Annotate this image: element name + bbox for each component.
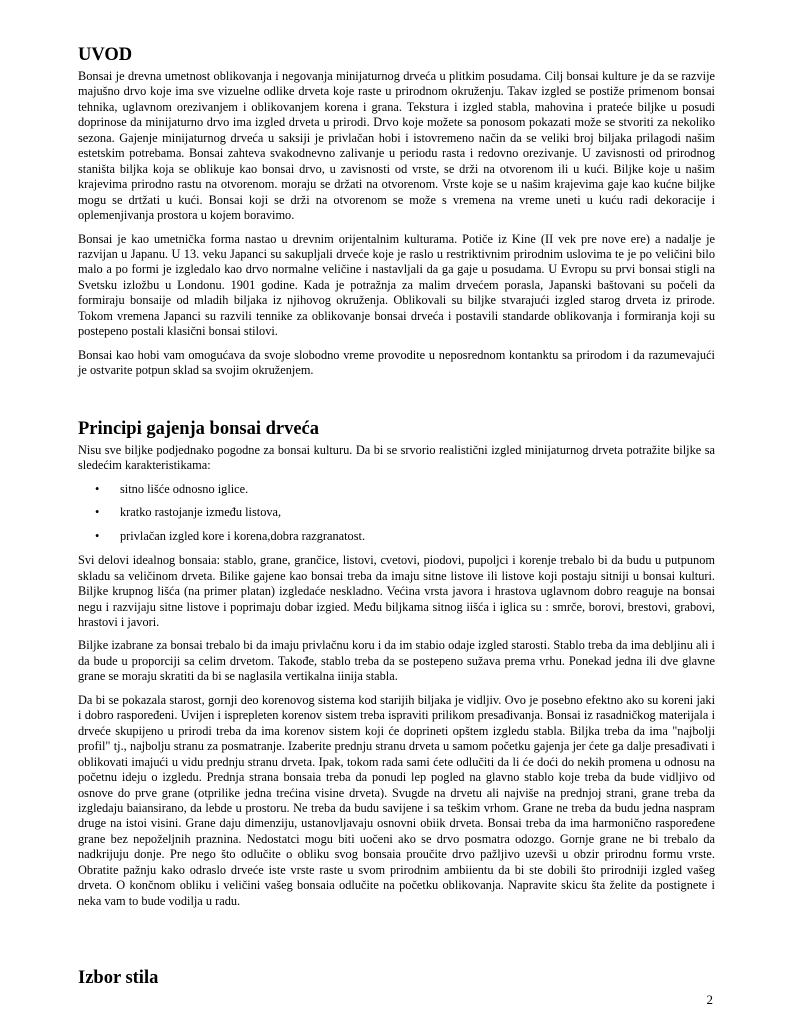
section-spacer: [78, 387, 715, 418]
paragraph: Bonsai je kao umetnička forma nastao u drevnim orijentalnim kulturama. Potiče iz Kine (II vek pre nove ere) a nadalje je razvijan u Japanu. U 13. veku Japanci su sakupljali drveće koje je raslo u restriktivnim prirodnim uslovima te je po veličini bilo malo a po formi je izgledalo kao drvo normalne veličine i nastavljali da ga gaje u posudama. U Evropu su prvi bonsai stigli na Svetsku izložbu u Londonu. 1901 godine. Kada je potražnja za malim drvećem porasla, Japanski baštovani su počeli da formiraju bonsaije od mladih biljaka iz njihovog okruženja. Oblikovali su biljke stvarajući izgled starog drveta iz prirode. Tokom vremena Japanci su razvili tennike za oblikovanje bonsai drveća i postavili standarde oblikovanja i formiranja koji su postepeno postali klasični bonsai stilovi.: [78, 231, 715, 339]
bullet-icon: •: [95, 505, 100, 520]
paragraph: Svi delovi idealnog bonsaia: stablo, grane, grančice, listovi, cvetovi, piodovi, pupoljci i korenje trebalo bi da budu u putpunom skladu sa veličinom drveta. Bilike gajene kao bonsai treba da imaju sitne listove ili listove koji postaju sitniji u bonsai kulturi. Biljke krupnog lišća (na primer platan) izgledaće neskladno. Većina vrsta javora i hrastova uglavnom dobro reaguje na bonsai negu i razvijaju sitne listove i poprimaju dobar izgied. Među biljkama sitnog iišća i iglica su : smrče, borovi, brestovi, grabovi, hrastovi i javori.: [78, 553, 715, 629]
list-item: [78, 482, 715, 498]
section-heading-izbor-stila: Izbor stila: [78, 968, 159, 989]
paragraph: Bonsai je drevna umetnost oblikovanja i negovanja minijaturnog drveća u plitkim posudama. Cilj bonsai kulture je da se razvije majušno drvo koje ima sve vizuelne odlike drveta koje raste u prirodnom okruženju. Takav izgled se postiže primenom bonsai tehnika, uglavnom orezivanjem i oblikovanjem korena i grana. Tekstura i izgled stabla, mahovina i prateće biljke u posudi doprinose da minijaturno drvo ima izgled drveta u prirodi. Drvo koje možete sa ponosom pokazati može se stvoriti za nekoliko sezona. Gajenje minijaturnog drveća u saksiji je privlačan hobi i istovremeno način da se veliki broj biljaka prilagodi našim estetskim potrebama. Bonsai zahteva svakodnevno zalivanje u periodu rasta i redovno orezivanje. U zavisnosti od prirodnog staništa biljka koja se oblikuje kao bonsai drvo, u zavisnosti od vrste, se drži na otvorenom ili u kući. Biljke koje u našim krajevima prirodno rastu na otvorenom. moraju se držati na otvorenom. Vrste koje se u našim krajevima gaje kao kućne biljke mogu se drtžati u kući. Bonsai koji se drži na otvorenom se može s vremena na vreme uneti u kuću radi dekoracije i oplemenjivanja prostora u kojem boravimo.: [78, 69, 715, 223]
list-item-text: privlačan izgled kore i korena,dobra razgranatost.: [120, 529, 366, 544]
paragraph: Nisu sve biljke podjednako pogodne za bonsai kulturu. Da bi se srvorio realistični izgled minijaturnog drveta potražite biljke sa sledećim karakteristikama:: [78, 442, 715, 473]
bullet-icon: •: [95, 481, 100, 496]
section-spacer: [78, 917, 715, 967]
paragraph: Da bi se pokazala starost, gornji deo korenovog sistema kod starijih biljaka je vidljiv. Ovo je posebno efektno ako su koreni jaki i dobro raspoređeni. Uvijen i isprepleten korenov sistem treba ispraviti prilikom presađivanja. Bonsai iz rasadničkog materijala i drveće skupijeno u prirodi treba da ima korenov sistem koji će doprineti opštem izgledu stabla. Biljka treba da ima "najbolji profil" tj., najbolju stranu za posmatranje. Izaberite prednju stranu drveta u samom početku gajenja jer ćete ga dalje presađivati i oblikovati imajući u vidu prednju stranu drveta. Ipak, tokom rada sami ćete odlučiti da li će doći do nekih promena u odnosu na početnu ideju o izgledu. Prednja strana bonsaia treba da ponudi lep pogled na glavno stablo koje treba da bude vidljivo od osnove do prve grane (otprilike jedna trećina visine drveta). Svugde na drvetu ali najviše na prednjoj strani, grane treba da izgledaju baiansirano, da lebde u prostoru. Ne treba da budu savijene i sa teškim vrhom. Grane ne treba da budu jedna naspram druge na istoi visini. Grane daju dimenziju, ustanovljavaju osnovni obiik drveta. Bonsai treba da ima harmonično raspoređene grane bez nepoželjnih praznina. Nedostatci mogu biti uočeni ako se drvo posmatra odozgo. Gornje grane ne bi trebalo da nadkrijuju donje. Pre nego što odlučite o obliku svog bonsaia proučite drvo pažljivo uzevši u obzir prirodnu formu vrste. Obratite pažnju kako odraslo drveće iste vrste raste u svom prirodnim ambiientu da bi ste dobili što prirodniji izgled vašeg drveta. O končnom obliku i veličini vašeg bonsaia odlučite na početku oblikovanja. Napravite skicu šta želite da postignete i neka vam to bude vodilja u radu.: [78, 692, 715, 908]
list-item: [78, 529, 715, 545]
section-heading-uvod: UVOD: [78, 45, 133, 65]
section-heading-principi: Principi gajenja bonsai drveća: [78, 418, 320, 439]
list-item-text: sitno lišće odnosno iglice.: [120, 481, 249, 496]
page-number: 2: [706, 992, 713, 1007]
paragraph: Biljke izabrane za bonsai trebalo bi da imaju privlačnu koru i da im stabio odaje izgled starosti. Stablo treba da ima debljinu ali i da bude u proporciji sa celim drvetom. Takođe, stablo treba da se postepeno sužava prema vrhu. Ponekad jedna ili dve glavne grane se moraju skratiti da bi se naglasila vertikalna iinija stabla.: [78, 638, 715, 684]
bullet-icon: •: [95, 529, 100, 544]
characteristics-list: [78, 482, 715, 545]
paragraph: Bonsai kao hobi vam omogućava da svoje slobodno vreme provodite u neposrednom kontanktu sa prirodom i da razumevajući je ostvarite potpun sklad sa svojim okruženjem.: [78, 347, 715, 378]
list-item: [78, 505, 715, 521]
list-item-text: kratko rastojanje između listova,: [120, 505, 282, 520]
